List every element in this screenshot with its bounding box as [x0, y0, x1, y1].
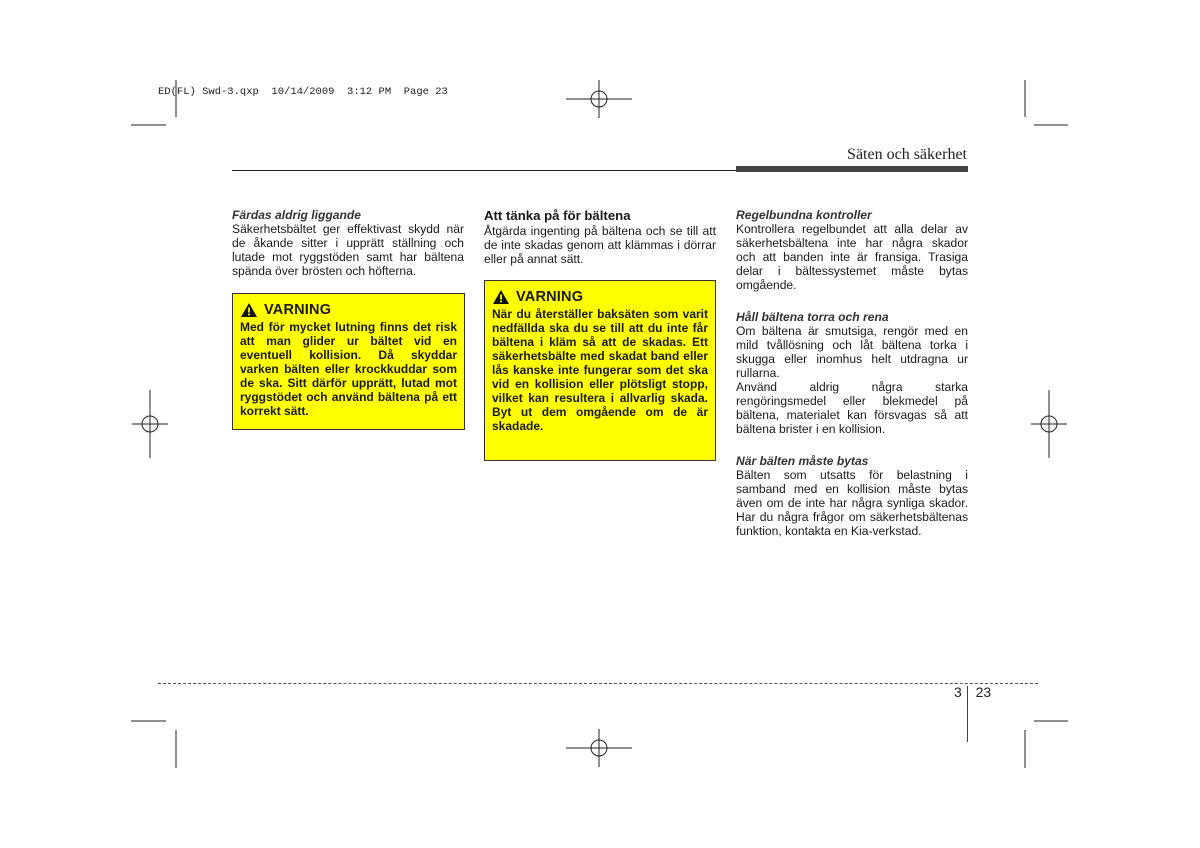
- warning-title: VARNING: [264, 302, 332, 318]
- section-title: Säten och säkerhet: [847, 146, 967, 163]
- warning-text: Med för mycket lutning finns det risk att man glider ur bältet vid en eventuell kollision. Då skyddar varken bälten eller krockkuddar som de ska. Sitt därför upprätt, lutad mot ryggstödet och använd bältena på ett korrekt sätt.: [240, 320, 457, 418]
- warning-triangle-icon: [240, 302, 258, 318]
- warning-box: [484, 280, 716, 461]
- body-text: Använd aldrig några starka rengöringsmedel eller blekmedel på bältena, materialet kan försvagas så att bältena brister i en kollision.: [736, 380, 968, 436]
- warning-title: VARNING: [516, 289, 584, 305]
- subheading: Regelbundna kontroller: [736, 208, 872, 222]
- page-number-value: 23: [975, 684, 992, 700]
- subheading: När bälten måste bytas: [736, 454, 869, 468]
- chapter-number: 3: [954, 684, 962, 700]
- column-3: [736, 208, 968, 538]
- subheading: Färdas aldrig liggande: [232, 208, 362, 222]
- body-text: Bälten som utsatts för belastning i samband med en kollision måste bytas även om de inte har några synliga skador. Har du några frågor om säkerhetsbältenas funktion, kontakta en Kia-verkstad.: [736, 468, 968, 538]
- subheading: Håll bältena torra och rena: [736, 310, 889, 324]
- section-heading: Att tänka på för bältena: [484, 208, 631, 223]
- page-number: [954, 684, 991, 700]
- column-1: [232, 208, 464, 278]
- warning-box: [232, 293, 465, 430]
- page-number-divider: [967, 686, 968, 742]
- print-slug: ED(FL) Swd-3.qxp 10/14/2009 3:12 PM Page 23: [158, 86, 448, 98]
- body-text: Säkerhetsbältet ger effektivast skydd när de åkande sitter i upprätt ställning och lutade mot ryggstöden samt har bältena spända över brösten och höfterna.: [232, 222, 464, 278]
- body-text: Åtgärda ingenting på bältena och se till att de inte skadas genom att klämmas i dörrar eller på annat sätt.: [484, 224, 716, 266]
- warning-triangle-icon: [492, 289, 510, 305]
- warning-text: När du återställer baksäten som varit nedfällda ska du se till att du inte får bältena i kläm så att de skadas. Ett säkerhetsbälte med skadat band eller lås kanske inte fungerar som det ska vid en kollision eller plötsligt stopp, vilket kan resultera i allvarlig skada. Byt ut dem omgående om de är skadade.: [492, 307, 708, 433]
- body-text: Om bältena är smutsiga, rengör med en mild tvållösning och låt bältena torka i skugga eller inomhus helt utdragna ur rullarna.: [736, 324, 968, 380]
- header-bar: [736, 166, 968, 172]
- column-2: [484, 208, 716, 266]
- footer-rule: [158, 683, 1038, 684]
- body-text: Kontrollera regelbundet att alla delar av säkerhetsbältena inte har några skador och att banden inte är fransiga. Trasiga delar i bältessystemet måste bytas omgående.: [736, 222, 968, 292]
